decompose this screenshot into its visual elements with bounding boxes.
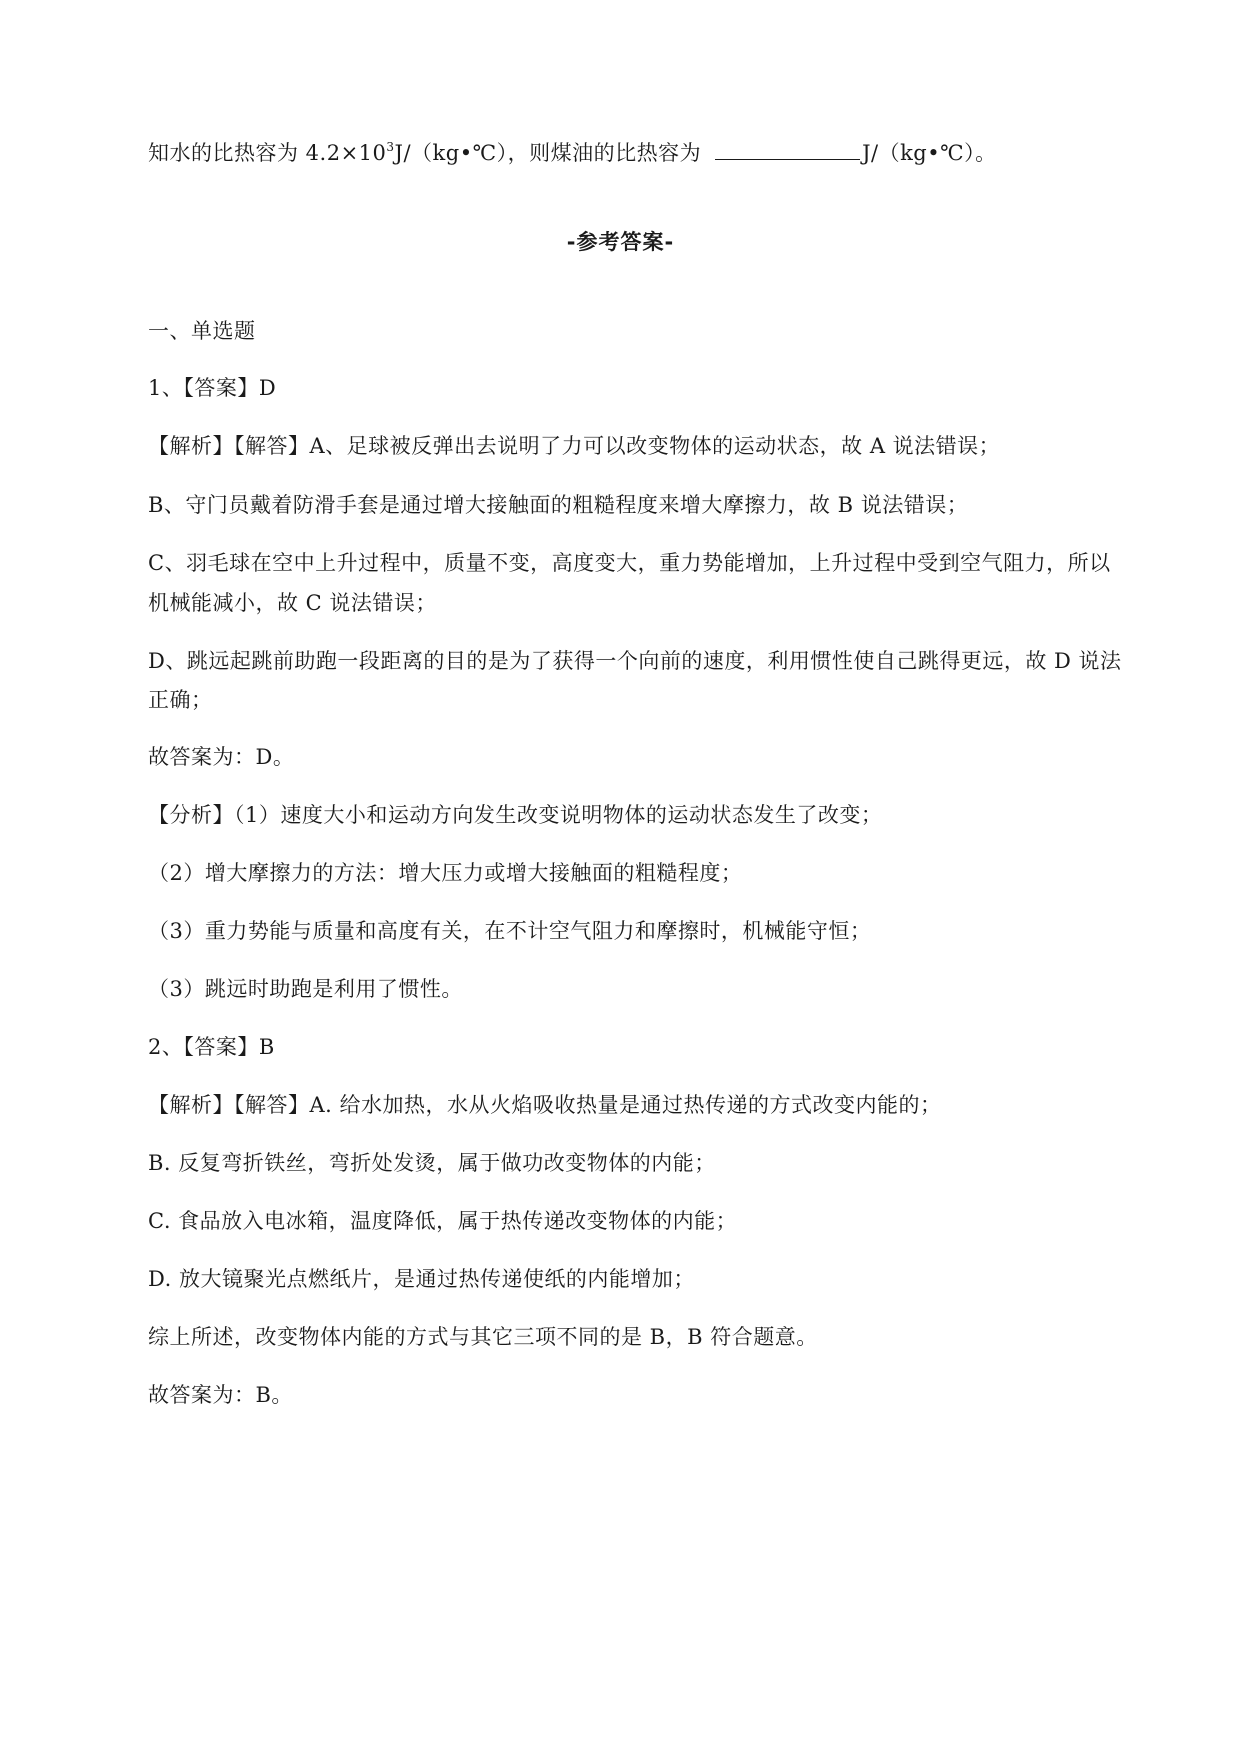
question-text-part3: J/（kg•℃）。 <box>862 141 997 165</box>
section-heading: 一、单选题 <box>148 319 256 343</box>
q2-analysis-a: 【解析】【解答】A. 给水加热，水从火焰吸收热量是通过热传递的方式改变内能的； <box>148 1093 942 1117</box>
q1-fenxi-1: 【分析】（1）速度大小和运动方向发生改变说明物体的运动状态发生了改变； <box>148 803 883 827</box>
q1-analysis-c-line1: C、羽毛球在空中上升过程中，质量不变，高度变大，重力势能增加，上升过程中受到空气阻力，所以 <box>148 551 1111 575</box>
q1-fenxi-4: （3）跳远时助跑是利用了惯性。 <box>148 977 463 1001</box>
q2-analysis-c: C. 食品放入电冰箱，温度降低，属于热传递改变物体的内能； <box>148 1209 738 1233</box>
q1-analysis-d-line2: 正确； <box>148 688 213 712</box>
answers-title: -参考答案- <box>566 230 675 254</box>
q1-fenxi-3: （3）重力势能与质量和高度有关，在不计空气阻力和摩擦时，机械能守恒； <box>148 919 872 943</box>
q2-analysis-d: D. 放大镜聚光点燃纸片，是通过热传递使纸的内能增加； <box>148 1267 695 1291</box>
answer-blank <box>715 137 860 160</box>
q1-analysis-d-line1: D、跳远起跳前助跑一段距离的目的是为了获得一个向前的速度，利用惯性使自己跳得更远，故 D 说法 <box>148 649 1122 673</box>
q2-answer: 2、【答案】B <box>148 1035 275 1059</box>
q1-analysis-b: B、守门员戴着防滑手套是通过增大接触面的粗糙程度来增大摩擦力，故 B 说法错误； <box>148 493 969 517</box>
question-text-part1: 知水的比热容为 4.2×10 <box>148 141 387 165</box>
exponent: 3 <box>386 140 395 154</box>
q1-analysis-c-line2: 机械能减小，故 C 说法错误； <box>148 591 437 615</box>
q1-analysis-a: 【解析】【解答】A、足球被反弹出去说明了力可以改变物体的运动状态，故 A 说法错误； <box>148 434 1001 458</box>
q1-fenxi-2: （2）增大摩擦力的方法：增大压力或增大接触面的粗糙程度； <box>148 861 743 885</box>
q2-analysis-b: B. 反复弯折铁丝，弯折处发烫，属于做功改变物体的内能； <box>148 1151 716 1175</box>
q2-conclusion: 故答案为：B。 <box>148 1383 293 1407</box>
q1-conclusion: 故答案为：D。 <box>148 745 295 769</box>
question-tail-line <box>148 137 1148 168</box>
question-text-part2: J/（kg•℃），则煤油的比热容为 <box>394 141 702 165</box>
q1-answer: 1、【答案】D <box>148 376 277 400</box>
q2-summary: 综上所述，改变物体内能的方式与其它三项不同的是 B，B 符合题意。 <box>148 1325 818 1349</box>
